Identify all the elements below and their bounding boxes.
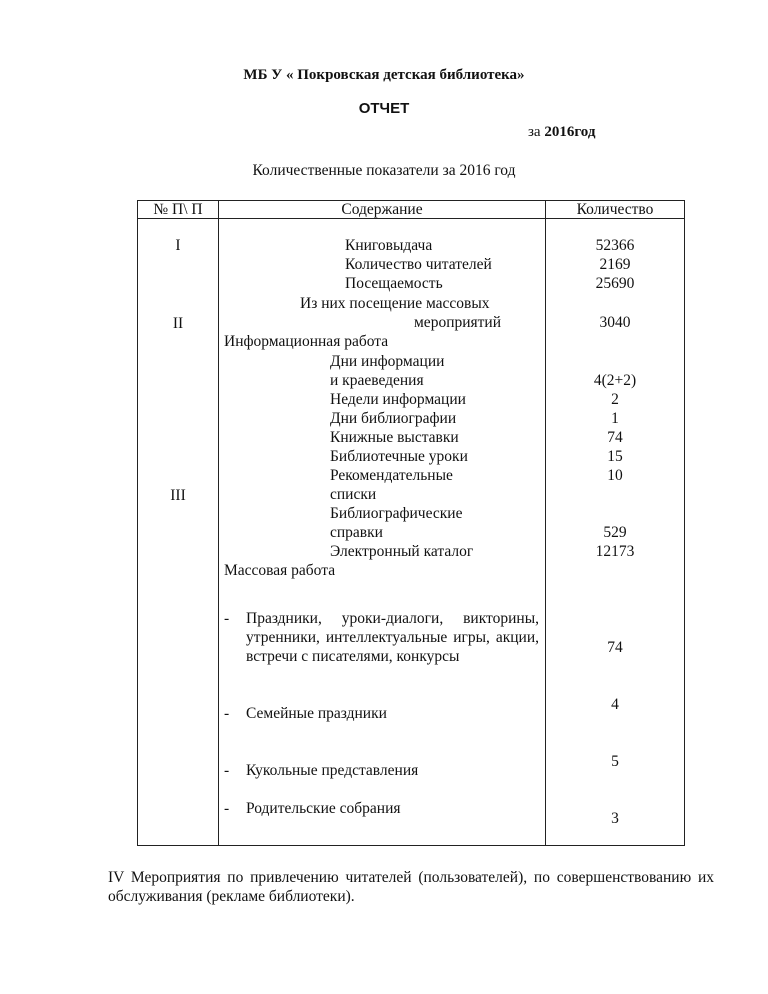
row-content: Электронный каталог — [330, 543, 474, 560]
row-value: 12173 — [595, 543, 635, 560]
mass-work-item: Семейные праздники — [246, 705, 387, 722]
header-quantity: Количество — [576, 201, 654, 218]
row-value: 2 — [611, 391, 619, 408]
row-content: Информационная работа — [224, 333, 389, 350]
section-number-1: I — [175, 237, 181, 254]
mass-work-item: Праздники, уроки-диалоги, викторины, утренники, интеллектуальные игры, акции, встречи с писателями, конкурсы — [246, 610, 539, 665]
mass-work-item: Кукольные представления — [246, 762, 419, 779]
list-bullet: - — [224, 762, 230, 779]
row-content: Массовая работа — [224, 562, 336, 579]
row-content: Недели информации — [330, 391, 466, 408]
row-value: 74 — [607, 429, 623, 446]
mass-work-value: 4 — [611, 696, 619, 713]
report-heading: ОТЧЕТ — [358, 100, 410, 117]
row-content: Из них посещение массовых — [300, 295, 490, 312]
library-title: МБ У « Покровская детская библиотека» — [243, 67, 525, 83]
list-bullet: - — [224, 705, 230, 722]
section-number-3: III — [170, 487, 186, 504]
header-number: № П\ П — [153, 201, 203, 218]
row-content: списки — [330, 486, 377, 503]
list-bullet: - — [224, 610, 230, 627]
row-value: 10 — [607, 467, 623, 484]
section-iv-paragraph: IV Мероприятия по привлечению читателей (пользователей), по совершенствованию их обслуживания (рекламе библиотеки). — [108, 869, 714, 905]
row-value: 2169 — [599, 256, 631, 273]
list-bullet: - — [224, 800, 230, 817]
table-subtitle: Количественные показатели за 2016 год — [252, 162, 516, 179]
row-content: Дни информации — [330, 353, 445, 370]
report-year — [528, 124, 595, 141]
row-content: Книговыдача — [345, 237, 433, 254]
row-content: Количество читателей — [345, 256, 492, 273]
row-content: Дни библиографии — [330, 410, 457, 427]
section-number-2: II — [172, 315, 184, 332]
row-value: 529 — [603, 524, 627, 541]
row-content: Рекомендательные — [330, 467, 453, 484]
mass-work-value: 74 — [607, 639, 623, 656]
column-divider-1 — [218, 200, 219, 846]
row-content: мероприятий — [414, 314, 502, 331]
row-content: Библиографические — [330, 505, 463, 522]
row-content: Библиотечные уроки — [330, 448, 468, 465]
mass-work-value: 3 — [611, 810, 619, 827]
row-value: 3040 — [599, 314, 631, 331]
mass-work-item: Родительские собрания — [246, 800, 401, 817]
row-value: 1 — [611, 410, 619, 427]
row-content: и краеведения — [330, 372, 424, 389]
row-value: 25690 — [595, 275, 635, 292]
row-value: 52366 — [595, 237, 635, 254]
mass-work-value: 5 — [611, 753, 619, 770]
year-value: 2016год — [540, 124, 596, 140]
header-content: Содержание — [341, 201, 423, 218]
year-prefix: за — [528, 124, 541, 140]
row-value: 15 — [607, 448, 623, 465]
row-content: Книжные выставки — [330, 429, 459, 446]
row-content: справки — [330, 524, 383, 541]
row-value: 4(2+2) — [593, 372, 637, 389]
row-content: Посещаемость — [345, 275, 443, 292]
